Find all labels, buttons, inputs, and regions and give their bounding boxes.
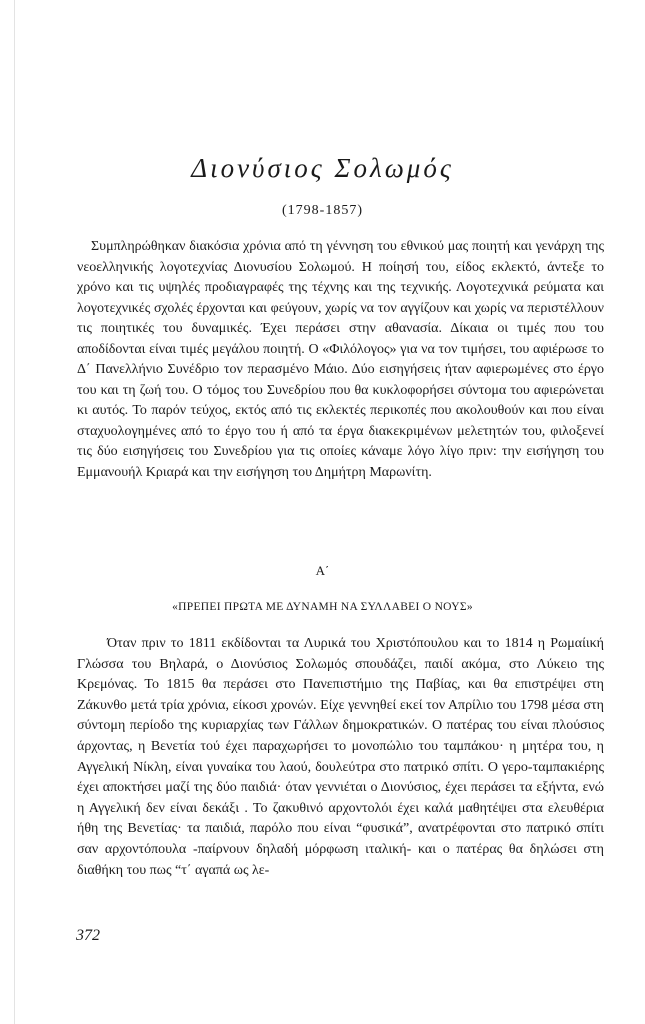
section-letter: Α΄ (315, 563, 330, 578)
intro-paragraph: Συμπληρώθηκαν διακόσια χρόνια από τη γέννηση του εθνικού μας ποιητή και γενάρχη της νεοελληνικής λογοτεχνίας Διονυσίου Σολωμού. Η ποίησή του, είδος εκλεκτό, άντεξε το χρόνο και τις υψηλές προδιαγραφές της τέχνης και της τεχνικής. Λογοτεχνικά ρεύματα και λογοτεχνικές σχολές έρχονται και φεύγουν, χωρίς να τον αγγίζουν και χωρίς να περιστέλλουν τις ποιητικές του δυναμικές. Έχει περάσει στην αθανασία. Δίκαια οι τιμές που του αποδίδονται είναι τιμές μεγάλου ποιητή. Ο «Φιλόλογος» για να τον τιμήσει, του αφιέρωσε το Δ΄ Πανελλήνιο Συνέδριο τον περασμένο Μάιο. Δύο εισηγήσεις ήταν αφιερωμένες στο έργο του και τη ζωή του. Ο τόμος του Συνεδρίου που θα κυκλοφορήσει σύντομα του αφιερώνεται κι αυτός. Το παρόν τεύχος, εκτός από τις εκλεκτές περικοπές που ακολουθούν και που είναι σταχυολογημένες από το έργο του ή από τα έργα διακεκριμένων μελετητών του, φιλοξενεί τις δύο εισηγήσεις του Συνεδρίου για τις οποίες κάναμε λόγο λίγο πριν: την εισήγηση του Εμμανουήλ Κριαρά και την εισήγηση του Δημήτρη Μαρωνίτη. (77, 239, 604, 480)
article-dates: (1798-1857) (282, 203, 363, 218)
article-title: Διονύσιος Σολωμός (191, 153, 454, 183)
section-heading: «ΠΡΕΠΕΙ ΠΡΩΤΑ ΜΕ ΔΥΝΑΜΗ ΝΑ ΣΥΛΛΑΒΕΙ Ο ΝΟΥΣ» (172, 601, 473, 613)
body-paragraph: Όταν πριν το 1811 εκδίδονται τα Λυρικά του Χριστόπουλου και το 1814 η Ρωμαίική Γλώσσα του Βηλαρά, ο Διονύσιος Σολωμός σπουδάζει, παιδί ακόμα, στο Λύκειο της Κρεμόνας. Το 1815 θα περάσει στο Πανεπιστήμιο της Παβίας, και θα επιστρέψει στη Ζάκυνθο μετά τρία χρόνια, είκοσι χρονών. Είχε γεννηθεί εκεί τον Απρίλιο του 1798 μέσα στη σύντομη περίοδο της κυριαρχίας των Γάλλων δημοκρατικών. Ο πατέρας του είναι πλούσιος άρχοντας, η Βενετία τού έχει παραχωρήσει το μονοπώλιο του ταμπάκου· η μητέρα του, η Αγγελική Νίκλη, είναι γυναίκα του λαού, δουλεύτρα στο πατρικό σπίτι. Ο γερο-ταμπακιέρης έχει αποκτήσει μαζί της δύο παιδιά· όταν γεννιέται ο Διονύσιος, έχει περάσει τα εξήντα, ενώ η Αγγελική δεν είναι δεκάξι . Το ζακυθινό αρχοντολόι έχει καλά μαθητέψει στα ελευθέρια ήθη της Βενετίας· τα παιδιά, παρόλο που είναι “φυσικά”, ανατρέφονται στο πατρικό σπίτι σαν αρχοντόπουλα -παίρνουν δηλαδή μόρφωση ιταλική- και ο πατέρας θα δηλώσει στη διαθήκη του πως “τ΄ αγαπά ως λε- (77, 636, 604, 878)
page-number: 372 (76, 927, 100, 944)
